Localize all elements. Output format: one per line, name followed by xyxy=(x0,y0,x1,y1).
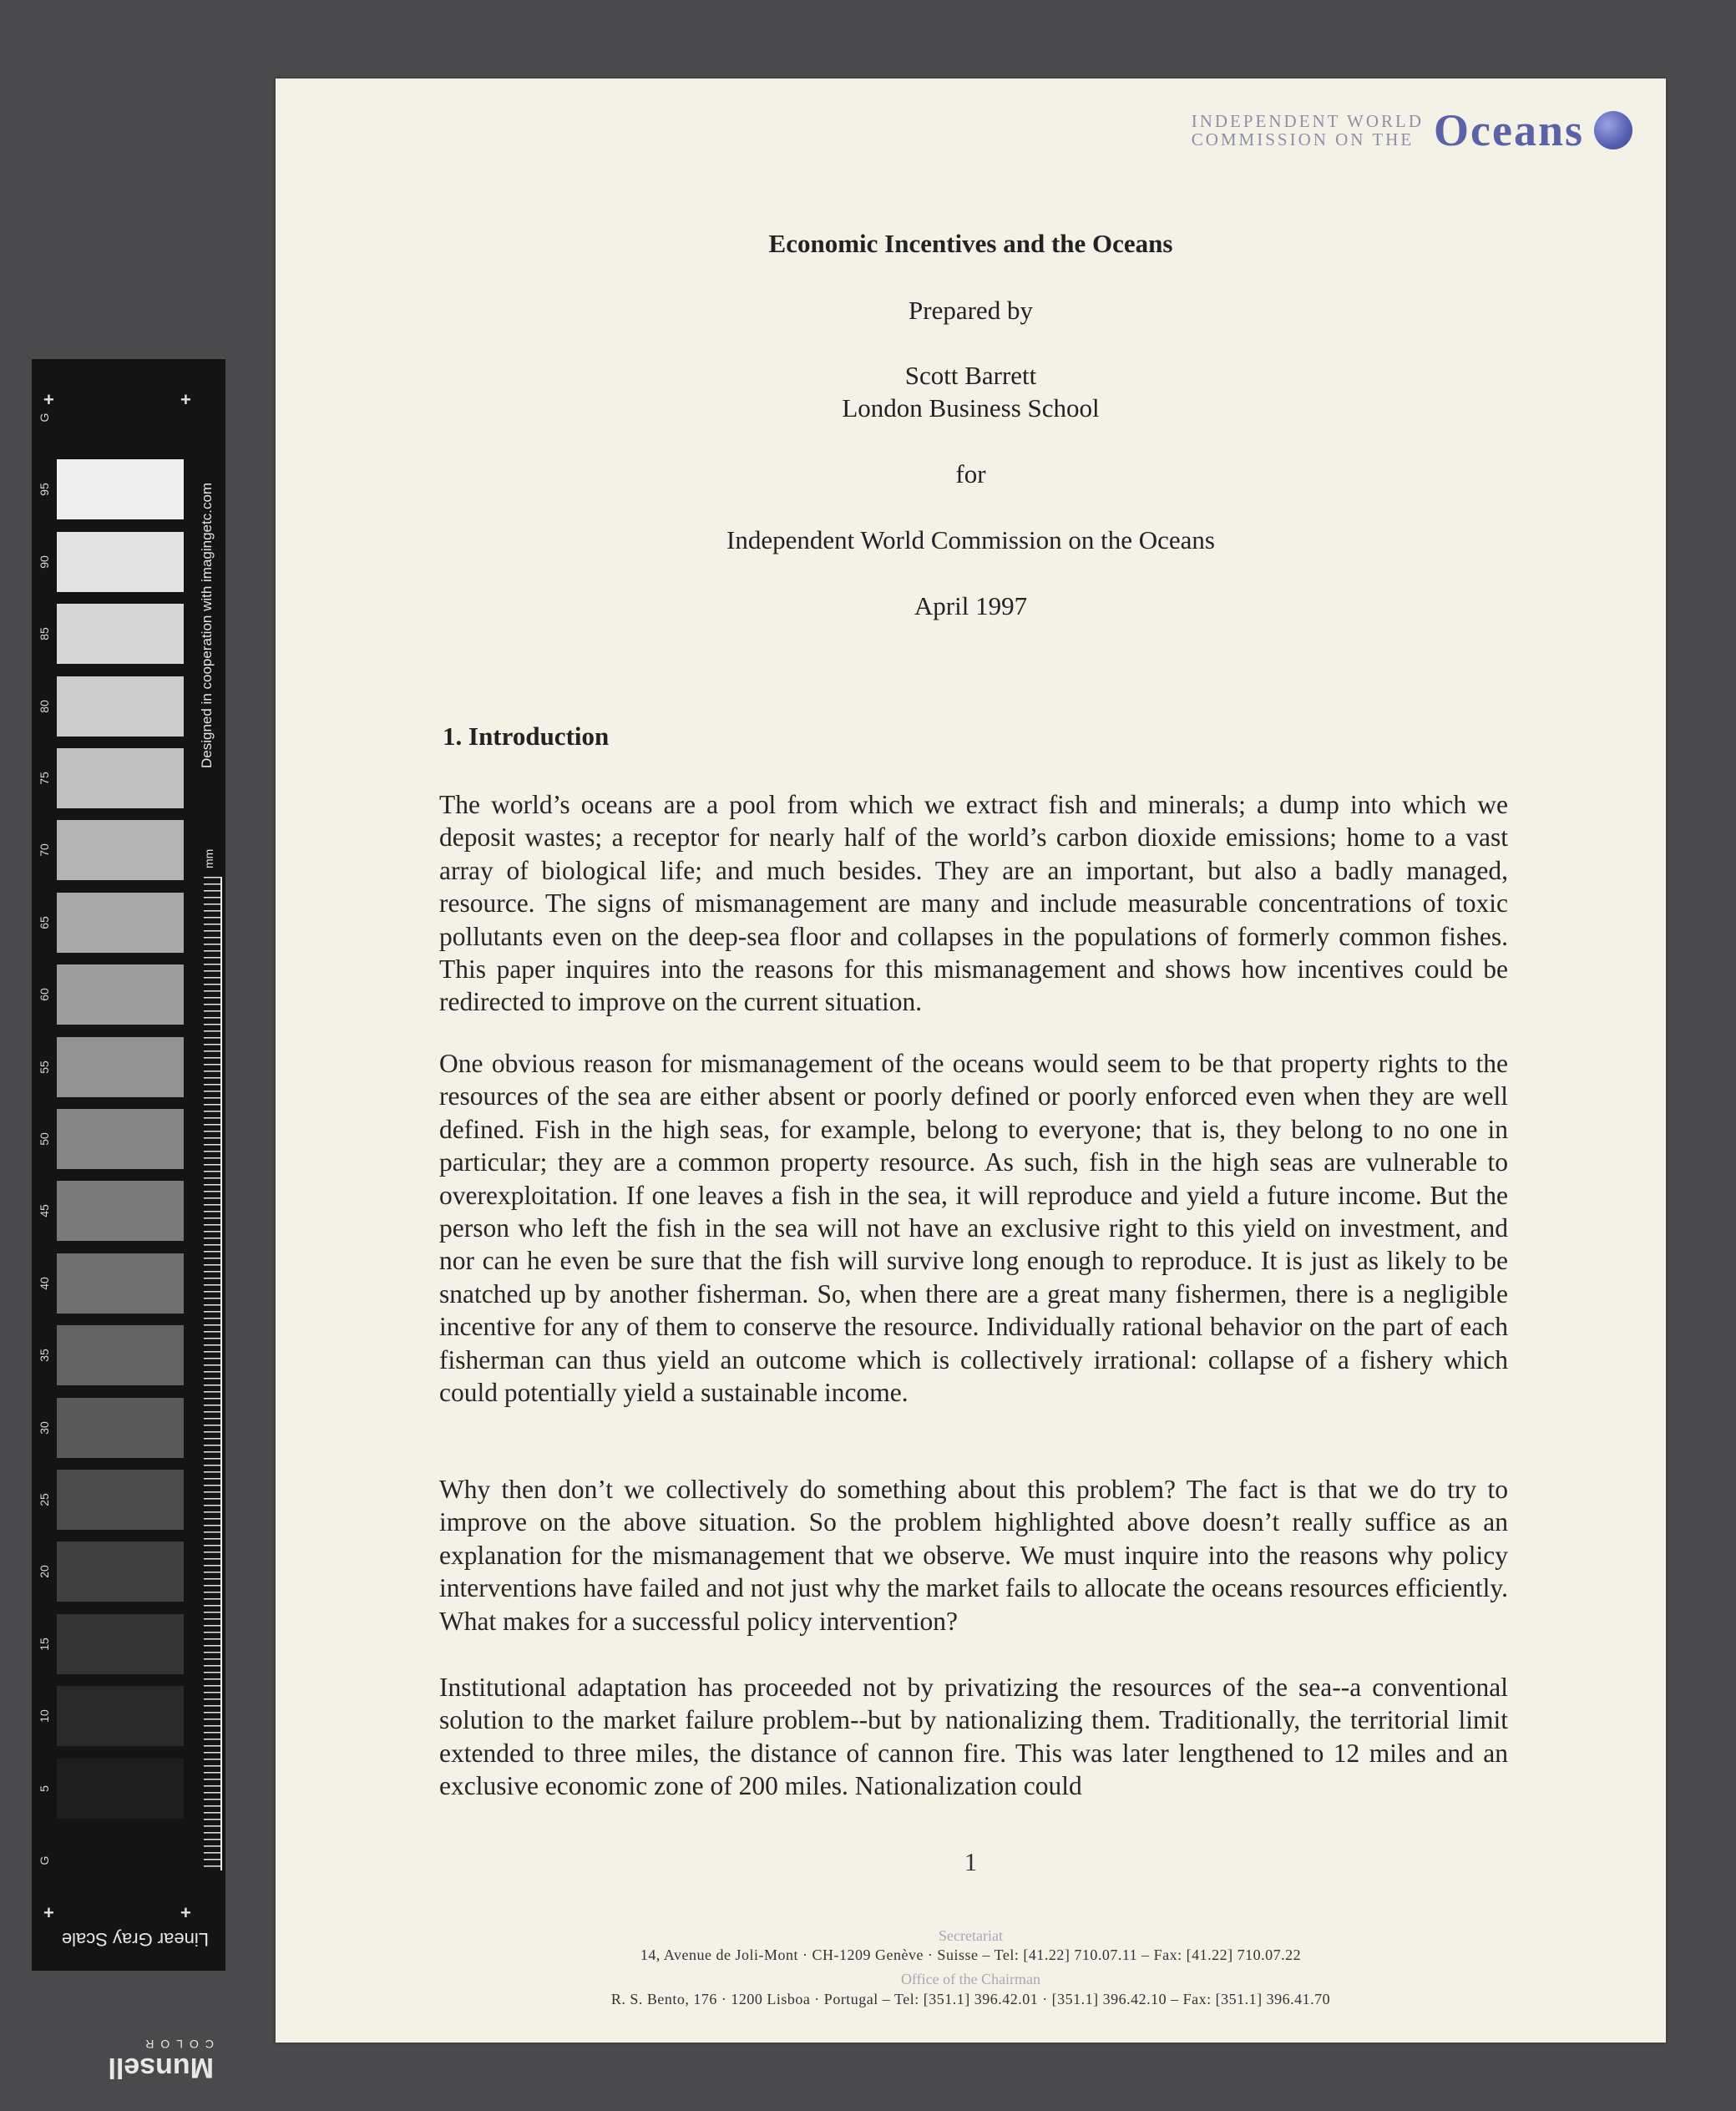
commission-logo xyxy=(1192,105,1632,155)
registration-mark: + xyxy=(180,1902,191,1923)
gray-scale-label: 15 xyxy=(38,1638,51,1651)
document-page xyxy=(276,78,1666,2043)
gray-swatch xyxy=(57,1541,184,1602)
author-name: Scott Barrett xyxy=(904,361,1037,390)
gray-swatch xyxy=(57,893,184,953)
gray-swatch xyxy=(57,1398,184,1458)
gray-scale-label: 40 xyxy=(38,1277,51,1290)
gray-swatch xyxy=(57,1686,184,1746)
scale-credit: Designed in cooperation with imagingetc.com xyxy=(199,482,215,768)
gray-scale-label: 80 xyxy=(38,699,51,713)
gray-scale-label: 90 xyxy=(38,555,51,569)
for-label: for xyxy=(955,459,986,489)
secretariat-address: 14, Avenue de Joli-Mont · CH-1209 Genève · Suisse – Tel: [41.22] 710.07.11 – Fax: [41.22] 710.07.22 xyxy=(640,1946,1302,1963)
munsell-brand xyxy=(55,2038,214,2083)
gray-scale-label: 85 xyxy=(38,627,51,640)
gray-scale-label: 95 xyxy=(38,483,51,497)
paragraph: The world’s oceans are a pool from which we extract fish and minerals; a dump into which we deposit wastes; a receptor for nearly half of the world’s carbon dioxide emissions; home to a vast array of biological life; and much besides. They are an important, but also a badly managed, resource. The signs of mismanagement are many and include measurable concentrations of toxic pollutants even on the deep-sea floor and collapses in the populations of formerly common fishes. This paper inquires into the reasons for this mismanagement and shows how incentives could be redirected to improve on the current situation. xyxy=(439,790,1508,1017)
logo-word: Oceans xyxy=(1434,105,1584,155)
gray-scale-label: 75 xyxy=(38,772,51,785)
logo-line-2: COMMISSION ON THE xyxy=(1191,129,1415,149)
paragraph: Institutional adaptation has proceeded not by privatizing the resources of the sea--a conventional solution to the market failure problem--but by nationalizing them. Traditionally, the territorial limit extended to three miles, the distance of cannon fire. This was later lengthened to 12 miles and an exclusive economic zone of 200 miles. Nationalization could xyxy=(439,1673,1508,1801)
gray-swatch xyxy=(57,1253,184,1314)
gray-scale-label: 45 xyxy=(38,1204,51,1218)
gray-scale-label: 5 xyxy=(38,1784,51,1792)
recipient: Independent World Commission on the Oceans xyxy=(726,525,1215,554)
brand-name: Munsell xyxy=(108,2052,214,2083)
ruler-edge xyxy=(220,877,222,1871)
section-heading: 1. Introduction xyxy=(443,721,610,751)
registration-mark: + xyxy=(43,1902,54,1923)
gray-scale-label: 70 xyxy=(38,843,51,858)
author-affiliation: London Business School xyxy=(842,393,1100,423)
chairman-label: Office of the Chairman xyxy=(900,1971,1041,1987)
logo-line-1: INDEPENDENT WORLD xyxy=(1191,111,1424,131)
gray-swatch xyxy=(57,1830,184,1891)
gray-scale-label: 60 xyxy=(38,988,51,1001)
gray-swatch xyxy=(57,1037,184,1097)
gray-scale-label: 65 xyxy=(38,916,51,929)
ruler-unit: mm xyxy=(202,848,215,868)
gray-scale-label: 35 xyxy=(38,1349,51,1362)
gray-swatch xyxy=(57,820,184,880)
gray-swatch xyxy=(57,387,184,448)
globe-icon xyxy=(1594,111,1632,149)
gray-swatch xyxy=(57,1325,184,1385)
document-title: Economic Incentives and the Oceans xyxy=(768,229,1173,258)
gray-swatch xyxy=(57,1181,184,1241)
prepared-by: Prepared by xyxy=(908,296,1033,325)
registration-mark: + xyxy=(180,389,191,410)
page-number: 1 xyxy=(964,1847,978,1876)
gray-scale-label: 55 xyxy=(38,1060,51,1074)
paragraph: Why then don’t we collectively do something about this problem? The fact is that we do try to improve on the above situation. So the problem highlighted above doesn’t really suffice as an explanation for the mismanagement that we observe. We must inquire into the reasons why policy interventions have failed and not just why the market fails to allocate the oceans resources efficiently. What makes for a successful policy intervention? xyxy=(439,1475,1508,1636)
brand-sub: COLOR xyxy=(139,2038,214,2051)
gray-swatch xyxy=(57,532,184,592)
gray-scale-card xyxy=(32,359,225,2083)
gray-scale-label: 50 xyxy=(38,1132,51,1146)
gray-swatch xyxy=(57,1109,184,1169)
gray-scale-label: G xyxy=(38,413,51,423)
gray-scale-label: 10 xyxy=(38,1709,51,1723)
gray-swatch xyxy=(57,1759,184,1819)
gray-swatch xyxy=(57,748,184,808)
gray-scale-label: 30 xyxy=(38,1420,51,1435)
gray-scale-label: G xyxy=(38,1855,51,1865)
document-date: April 1997 xyxy=(914,591,1028,620)
gray-swatch xyxy=(57,604,184,664)
logo-text xyxy=(1192,112,1424,149)
secretariat-label: Secretariat xyxy=(939,1927,1003,1944)
gray-swatch xyxy=(57,459,184,519)
mm-ruler xyxy=(204,877,222,1871)
gray-scale-label: 25 xyxy=(38,1493,51,1506)
scale-title: Linear Gray Scale xyxy=(61,1929,209,1950)
chairman-address: R. S. Bento, 176 · 1200 Lisboa · Portugal – Tel: [351.1] 396.42.01 · [351.1] 396.42.10 – Fax: [351.1] 396.41.70 xyxy=(610,1991,1331,2007)
paragraph: One obvious reason for mismanagement of the oceans would seem to be that property rights to the resources of the sea are either absent or poorly defined or poorly enforced even when they are well defined. Fish in the high seas, for example, belong to everyone; that is, they belong to no one in particular; they are a common property resource. As such, fish in the high seas are vulnerable to overexploitation. If one leaves a fish in the sea, it will reproduce and yield a future income. But the person who left the fish in the sea will not have an exclusive right to this yield on investment, and nor can he even be sure that the fish will survive long enough to reproduce. It is just as likely to be snatched up by another fisherman. So, when there are a great many fishermen, there is a negligible incentive for any of them to conserve the resource. Individually rational behavior on the part of each fisherman can thus yield an outcome which is collectively irrational: collapse of a fishery which could potentially yield a sustainable income. xyxy=(439,1049,1508,1408)
gray-scale-label: 20 xyxy=(38,1565,51,1579)
gray-swatch xyxy=(57,1470,184,1530)
gray-swatch xyxy=(57,676,184,737)
registration-mark: + xyxy=(43,389,54,410)
gray-swatch xyxy=(57,1614,184,1674)
gray-swatch xyxy=(57,964,184,1025)
